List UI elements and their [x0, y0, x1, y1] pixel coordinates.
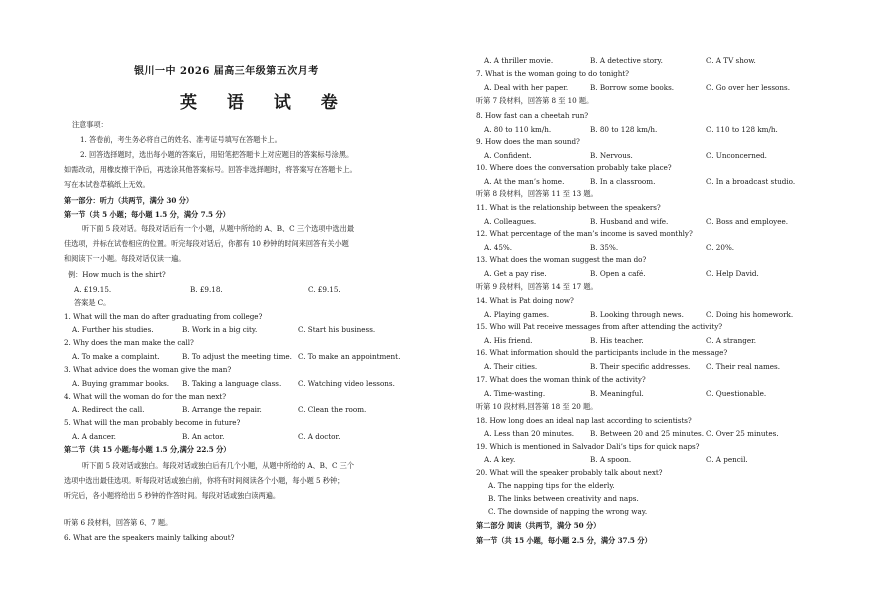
section1-instructions: 佳选项，并标在试卷相应的位置。听完每段对话后，你都有 10 秒钟的时间来回答有关小题 — [64, 239, 349, 248]
option-a: A. Time-wasting. — [484, 389, 546, 398]
notes-heading: 注意事项： — [72, 120, 108, 129]
option-c: C. A pencil. — [706, 455, 748, 464]
option-b: B. Borrow some books. — [590, 83, 675, 92]
option-b: B. A spoon. — [590, 455, 632, 464]
option-b: B. Taking a language class. — [182, 379, 282, 388]
option-c: C. To make an appointment. — [298, 352, 401, 361]
option-b: B. Work in a big city. — [182, 325, 258, 334]
school-title: 银川一中 2026 届高三年级第五次月考 — [134, 66, 319, 77]
option-a: A. Less than 20 minutes. — [484, 429, 575, 438]
material-heading: 听第 10 段材料,回答第 18 至 20 题。 — [476, 402, 598, 411]
example-option-b: B. £9.18. — [190, 285, 223, 294]
question-stem: 16. What information should the participants include in the message? — [476, 348, 728, 357]
option-c: C. Watching video lessons. — [298, 379, 395, 388]
part2-title: 第二部分 阅读（共两节，满分 50 分） — [476, 521, 601, 530]
option-b: B. Meaningful. — [590, 389, 644, 398]
example-answer: 答案是 C。 — [74, 298, 111, 307]
section2-instructions: 听完后，各小题将给出 5 秒钟的作答时间。每段对话或独白读两遍。 — [64, 491, 280, 500]
question-stem: 1. What will the man do after graduating from college? — [64, 312, 263, 321]
example-option-a: A. £19.15. — [74, 285, 112, 294]
option-c: C. Clean the room. — [298, 405, 367, 414]
option-b: B. His teacher. — [590, 336, 644, 345]
option-c: C. A TV show. — [706, 56, 756, 65]
subject-title: 英 语 试 卷 — [180, 93, 350, 113]
option-b: B. Open a café. — [590, 269, 646, 278]
option-a: A. Get a pay rise. — [484, 269, 547, 278]
option-a: A. Their cities. — [484, 362, 538, 371]
option-a: A. Deal with her paper. — [484, 83, 569, 92]
option-a: A. The napping tips for the elderly. — [488, 481, 615, 490]
question-stem: 10. Where does the conversation probably take place? — [476, 163, 672, 172]
notes-item: 1. 答卷前，考生务必将自己的姓名、准考证号填写在答题卡上。 — [80, 135, 282, 144]
option-c: C. Boss and employee. — [706, 217, 789, 226]
option-c: C. Their real names. — [706, 362, 781, 371]
option-c: C. 110 to 128 km/h. — [706, 125, 778, 134]
question-stem: 18. How long does an ideal nap last according to scientists? — [476, 416, 692, 425]
example-stem: 例：How much is the shirt? — [68, 270, 166, 279]
option-a: A. A thriller movie. — [484, 56, 554, 65]
option-a: A. 45%. — [484, 243, 513, 252]
notes-item: 2. 回答选择题时，选出每小题的答案后，用铅笔把答题卡上对应题目的答案标号涂黑。 — [80, 150, 354, 159]
option-a: A. Redirect the call. — [72, 405, 145, 414]
question-stem: 6. What are the speakers mainly talking about? — [64, 533, 235, 542]
option-c: C. A doctor. — [298, 432, 341, 441]
option-b: B. Nervous. — [590, 151, 633, 160]
section1-title: 第一节（共 5 小题；每小题 1.5 分，满分 7.5 分） — [64, 210, 230, 219]
section2-instructions: 选项中选出最佳选项。听每段对话或独白前，你将有时间阅读各个小题，每小题 5 秒钟； — [64, 476, 345, 485]
option-c: C. Doing his homework. — [706, 310, 794, 319]
option-a: A. His friend. — [484, 336, 533, 345]
section2-title: 第二节（共 15 小题;每小题 1.5 分,满分 22.5 分） — [64, 445, 231, 454]
material-heading: 听第 7 段材料，回答第 8 至 10 题。 — [476, 96, 594, 105]
option-b: B. The links between creativity and naps. — [488, 494, 639, 503]
option-a: A. Confident. — [484, 151, 532, 160]
section1-instructions: 听下面 5 段对话。每段对话后有一个小题，从题中所给的 A、B、C 三个选项中选出最 — [82, 224, 354, 233]
option-b: B. To adjust the meeting time. — [182, 352, 292, 361]
option-c: C. Questionable. — [706, 389, 767, 398]
option-c: C. Unconcerned. — [706, 151, 767, 160]
question-stem: 14. What is Pat doing now? — [476, 296, 574, 305]
option-b: B. A detective story. — [590, 56, 663, 65]
example-option-c: C. £9.15. — [308, 285, 341, 294]
option-a: A. Buying grammar books. — [72, 379, 170, 388]
option-c: C. In a broadcast studio. — [706, 177, 796, 186]
notes-item: 写在本试卷草稿纸上无效。 — [64, 180, 150, 189]
option-c: C. Help David. — [706, 269, 759, 278]
option-c: C. A stranger. — [706, 336, 756, 345]
option-b: B. Their specific addresses. — [590, 362, 691, 371]
question-stem: 20. What will the speaker probably talk about next? — [476, 468, 663, 477]
question-stem: 13. What does the woman suggest the man do? — [476, 255, 647, 264]
material-heading: 听第 9 段材料，回答第 14 至 17 题。 — [476, 282, 598, 291]
option-b: B. Arrange the repair. — [182, 405, 262, 414]
option-c: C. The downside of napping the wrong way. — [488, 507, 648, 516]
option-a: A. To make a complaint. — [72, 352, 160, 361]
option-b: B. Husband and wife. — [590, 217, 669, 226]
question-stem: 11. What is the relationship between the speakers? — [476, 203, 661, 212]
option-b: B. Between 20 and 25 minutes. — [590, 429, 704, 438]
question-stem: 2. Why does the man make the call? — [64, 338, 194, 347]
option-b: B. 80 to 128 km/h. — [590, 125, 658, 134]
part2-section1-title: 第一节（共 15 小题，每小题 2.5 分，满分 37.5 分） — [476, 536, 652, 545]
material-heading: 听第 8 段材料，回答第 11 至 13 题。 — [476, 189, 598, 198]
option-b: B. Looking through news. — [590, 310, 684, 319]
option-a: A. Further his studies. — [72, 325, 154, 334]
option-c: C. Start his business. — [298, 325, 376, 334]
option-a: A. Colleagues. — [484, 217, 537, 226]
option-a: A. 80 to 110 km/h. — [484, 125, 552, 134]
question-stem: 8. How fast can a cheetah run? — [476, 111, 589, 120]
question-stem: 12. What percentage of the man’s income is saved monthly? — [476, 229, 693, 238]
option-c: C. Go over her lessons. — [706, 83, 790, 92]
part1-title: 第一部分：听力（共两节，满分 30 分） — [64, 196, 194, 205]
question-stem: 3. What advice does the woman give the man? — [64, 365, 232, 374]
option-a: A. A key. — [484, 455, 516, 464]
question-stem: 15. Who will Pat receive messages from after attending the activity? — [476, 322, 723, 331]
notes-item: 如需改动，用橡皮擦干净后，再选涂其他答案标号。回答非选择题时，将答案写在答题卡上。 — [64, 165, 357, 174]
option-c: C. 20%. — [706, 243, 735, 252]
section2-instructions: 听下面 5 段对话或独白。每段对话或独白后有几个小题，从题中所给的 A、B、C 三个 — [82, 461, 354, 470]
material-heading: 听第 6 段材料，回答第 6、7 题。 — [64, 518, 173, 527]
option-b: B. 35%. — [590, 243, 619, 252]
option-c: C. Over 25 minutes. — [706, 429, 779, 438]
section1-instructions: 和阅读下一小题。每段对话仅读一遍。 — [64, 254, 186, 263]
question-stem: 17. What does the woman think of the activity? — [476, 375, 646, 384]
question-stem: 4. What will the woman do for the man next? — [64, 392, 227, 401]
question-stem: 5. What will the man probably become in future? — [64, 418, 241, 427]
option-a: A. A dancer. — [72, 432, 116, 441]
question-stem: 9. How does the man sound? — [476, 137, 580, 146]
option-b: B. An actor. — [182, 432, 225, 441]
question-stem: 7. What is the woman going to do tonight? — [476, 69, 629, 78]
option-a: A. At the man’s home. — [484, 177, 565, 186]
question-stem: 19. Which is mentioned in Salvador Dali’s tips for quick naps? — [476, 442, 700, 451]
option-b: B. In a classroom. — [590, 177, 656, 186]
option-a: A. Playing games. — [484, 310, 549, 319]
